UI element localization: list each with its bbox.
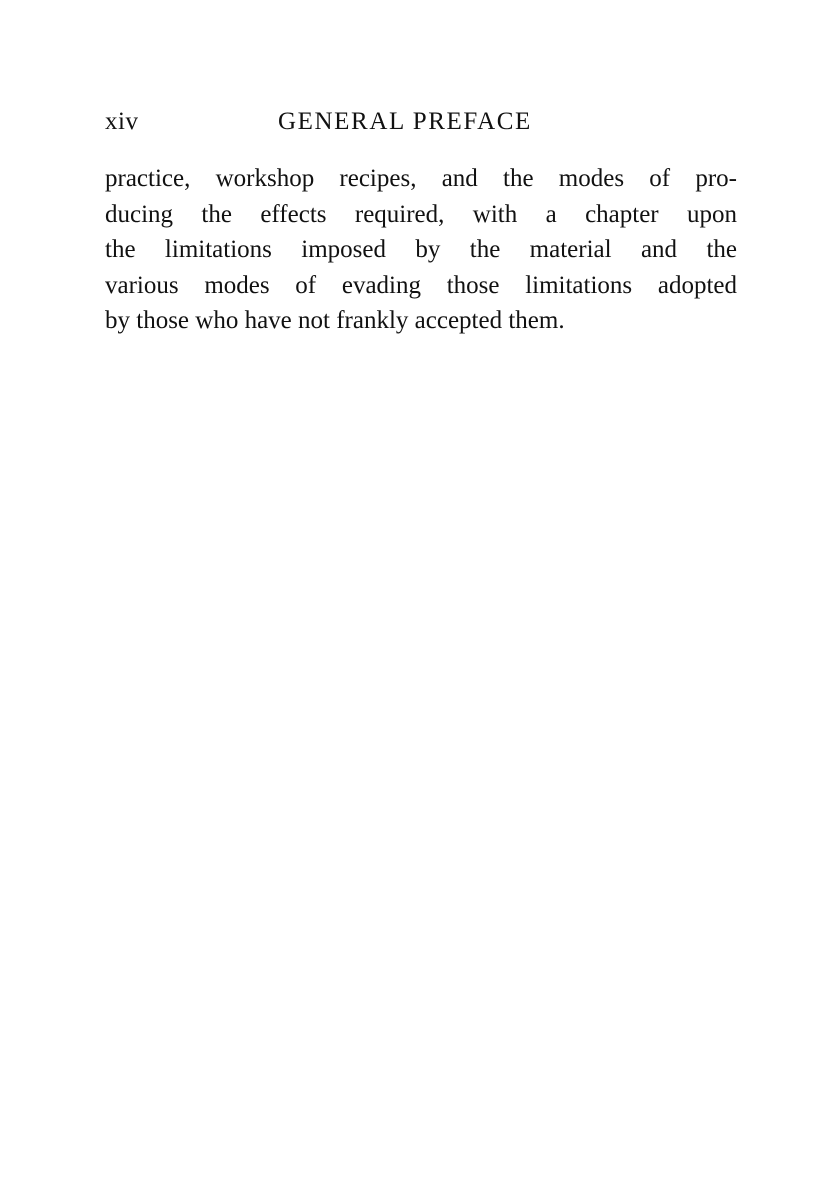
text-line: the limitations imposed by the material and the [105, 236, 737, 263]
text-line: by those who have not frankly accepted them. [105, 307, 565, 334]
text-line: various modes of evading those limitations adopted [105, 271, 737, 299]
text-line: practice, workshop recipes, and the modes of pro- [105, 165, 737, 192]
running-head [105, 108, 737, 140]
running-title: GENERAL PREFACE [278, 108, 532, 135]
text-line: ducing the effects required, with a chapter upon [105, 200, 737, 228]
page-number: xiv [105, 108, 139, 135]
body-paragraph [105, 161, 737, 339]
